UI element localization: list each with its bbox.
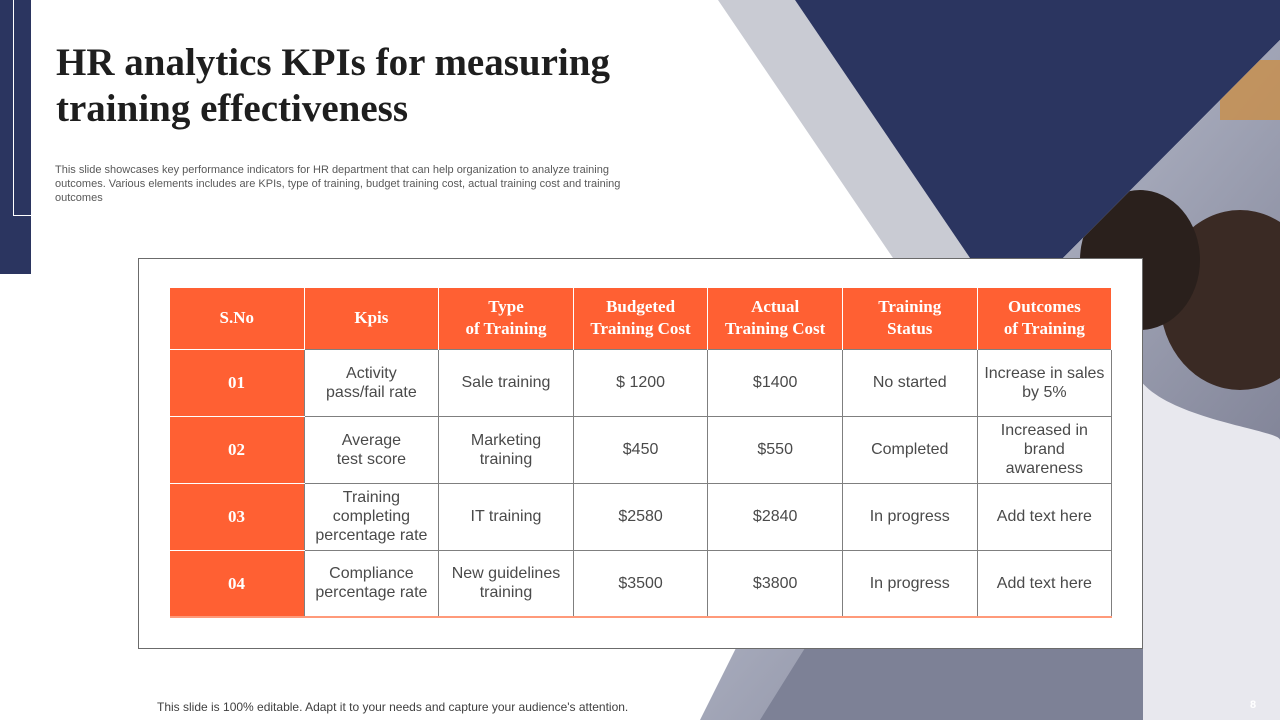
status-cell: In progress (842, 483, 977, 550)
kpi-cell-line: test score (336, 450, 407, 468)
table-row (170, 550, 1112, 617)
outcome-cell-line: Add text here (996, 574, 1092, 592)
sno-cell: 01 (170, 349, 305, 416)
training-type-cell-line: Marketing (470, 431, 542, 449)
training-type-cell-line: training (479, 450, 533, 468)
header-text: Actual (751, 297, 800, 317)
status-cell: Completed (842, 416, 977, 483)
outcome-cell-line: awareness (1005, 460, 1084, 477)
sno-cell: 03 (170, 483, 305, 550)
header-text: Status (887, 319, 933, 339)
header-actual-cost (708, 288, 843, 349)
kpi-cell-line: Average (341, 431, 402, 449)
table-row (170, 483, 1112, 550)
slide-subtitle: This slide showcases key performance indicators for HR department that can help organization to analyze training outcomes. Various elements includes are KPIs, type of training, budget training cost, actual training cost and training outcomes (55, 164, 621, 204)
header-text: Budgeted (606, 297, 676, 317)
budget-cost-cell: $ 1200 (573, 349, 708, 416)
kpi-cell-line: Compliance (329, 565, 414, 583)
header-text: Outcomes (1008, 297, 1081, 317)
kpi-cell (304, 349, 439, 416)
header-budgeted-cost (573, 288, 708, 349)
outcome-cell-line: Add text here (996, 508, 1092, 525)
page-number: 8 (1250, 699, 1257, 711)
sno-cell: 02 (170, 416, 305, 483)
training-type-cell-line: New guidelines (451, 565, 561, 583)
header-text: Type (488, 297, 524, 317)
actual-cost-cell: $3800 (708, 550, 843, 617)
header-text: Training Cost (590, 319, 691, 339)
kpi-cell-line: pass/fail rate (326, 383, 417, 401)
outcome-cell (977, 416, 1112, 483)
table-row (170, 416, 1112, 483)
header-text: Training (878, 297, 942, 317)
status-cell: In progress (842, 550, 977, 617)
status-cell: No started (842, 349, 977, 416)
kpi-table (169, 288, 1112, 618)
footer-note: This slide is 100% editable. Adapt it to your needs and capture your audience's attention. (157, 700, 629, 714)
kpi-cell-line: percentage rate (315, 527, 428, 544)
budget-cost-cell: $2580 (573, 483, 708, 550)
header-training-status (842, 288, 977, 349)
header-text: S.No (219, 308, 255, 328)
kpi-cell (304, 416, 439, 483)
header-text: Training Cost (725, 319, 826, 339)
outcome-cell (977, 349, 1112, 416)
outcome-cell-line: Increase in sales (984, 364, 1105, 382)
training-type-cell (439, 550, 574, 617)
header-text: Kpis (354, 308, 389, 328)
actual-cost-cell: $550 (708, 416, 843, 483)
outcome-cell-line: brand (1023, 441, 1065, 458)
training-type-cell (439, 483, 574, 550)
kpi-cell-line: completing (332, 508, 411, 525)
training-type-cell (439, 416, 574, 483)
kpi-cell-line: Training (342, 489, 400, 506)
kpi-cell (304, 483, 439, 550)
actual-cost-cell: $1400 (708, 349, 843, 416)
header-outcomes (977, 288, 1112, 349)
outcome-cell (977, 483, 1112, 550)
header-kpis (304, 288, 439, 349)
outcome-cell-line: Increased in (1000, 422, 1088, 439)
table-row (170, 349, 1112, 416)
header-text: of Training (465, 319, 547, 339)
kpi-cell (304, 550, 439, 617)
outcome-cell-line: by 5% (1022, 383, 1067, 401)
left-accent-line (13, 0, 31, 216)
budget-cost-cell: $450 (573, 416, 708, 483)
sno-cell: 04 (170, 550, 305, 617)
slide-title: HR analytics KPIs for measuring training effectiveness (56, 41, 610, 130)
training-type-cell-line: training (479, 584, 533, 602)
training-type-cell-line: IT training (470, 508, 542, 525)
header-type-of-training (439, 288, 574, 349)
outcome-cell (977, 550, 1112, 617)
header-sno (170, 288, 305, 349)
kpi-cell-line: Activity (346, 364, 397, 382)
table-body (170, 349, 1112, 617)
header-text: of Training (1003, 319, 1085, 339)
training-type-cell (439, 349, 574, 416)
training-type-cell-line: Sale training (461, 374, 551, 391)
table-header-row (170, 288, 1112, 349)
actual-cost-cell: $2840 (708, 483, 843, 550)
kpi-cell-line: percentage rate (315, 584, 428, 602)
budget-cost-cell: $3500 (573, 550, 708, 617)
